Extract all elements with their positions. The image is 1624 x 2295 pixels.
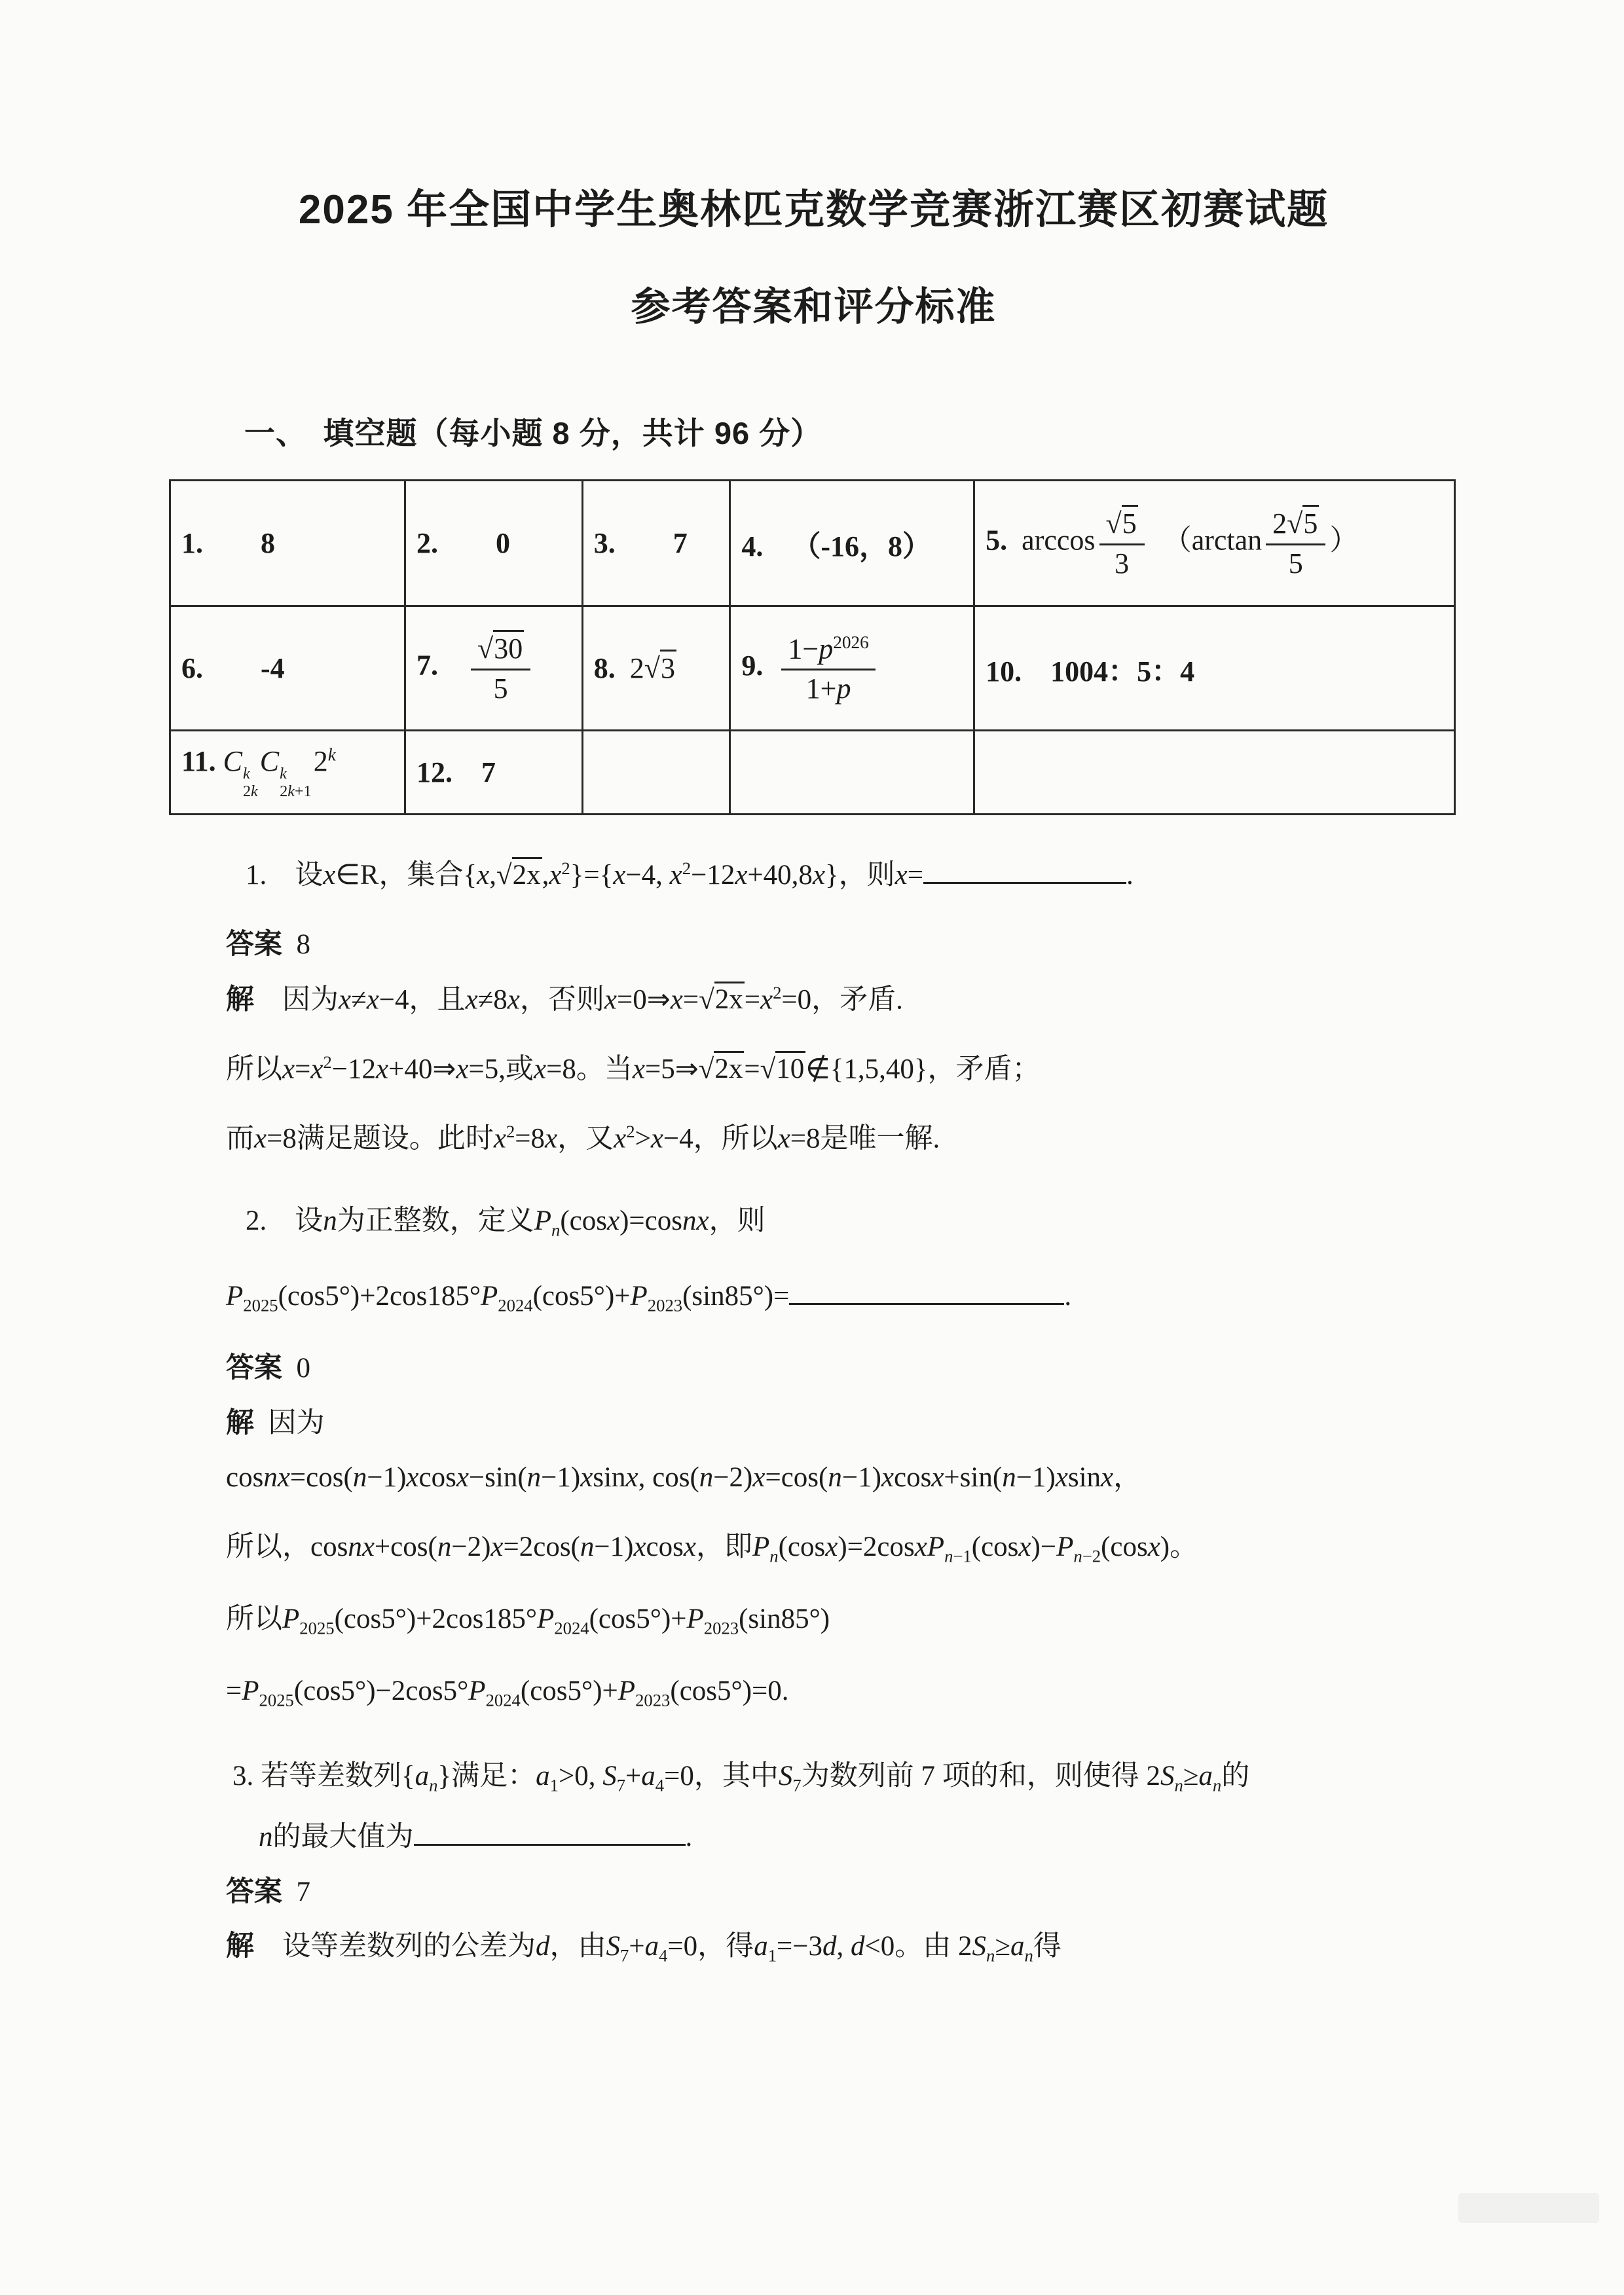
problem-2-statement-line-2: $P_{2025}(\cos 5^\circ)+2\cos 185^\circ P_{2024}(\cos 5^\circ)+P_{2023}(\sin 85^\circ)=$ . [226, 1276, 1460, 1317]
answer-cell-8: 8. 2√3 [582, 606, 730, 731]
problem-3-answer: 答案 7 [226, 1876, 310, 1907]
problem-2-solution-line-3: 所以$P_{2025}(\cos 5^\circ)+2\cos 185^\circ P_{2024}(\cos 5^\circ)+P_{2023}(\sin 85^\circ)$ [226, 1603, 830, 1638]
answer-cell-1: 1. 8 [170, 481, 405, 606]
problem-2-statement-line-1: 2. 设n为正整数，定义$P_n(\cos x)=cosnx$，则 [246, 1205, 766, 1240]
answer-cell-4: 4. （-16，8） [730, 481, 974, 606]
answer-cell-2: 2. 0 [405, 481, 583, 606]
problem-1-solution-line-3: 而x=8满足题设。此时$x^2=8x$，又$x^2>x-4$，所以x=8是唯一解. [226, 1121, 940, 1154]
answer-cell-empty-1 [582, 731, 730, 815]
answer-cell-3: 3. 7 [582, 481, 730, 606]
problem-1-solution-line-2: 所以$x=x^2-12x+40\Rightarrow x=5$,或x=8。当x=5⇒√2x=√10∉{1,5,40}，矛盾； [226, 1052, 1041, 1085]
watermark [1458, 2193, 1599, 2223]
answer-cell-11: 11. C k 2k C k 2k+1 2$^k$ [170, 731, 405, 815]
problem-2-solution-line-4: $=P_{2025}(\cos 5^\circ)-2\cos 5^\circ P_{2024}(\cos 5^\circ)+P_{2023}(\cos 5^\circ)=0$. [226, 1675, 789, 1710]
answer-cell-7: 7. $\frac{√30}{5}$ [405, 606, 583, 731]
answer-cell-6: 6. -4 [170, 606, 405, 731]
document-title: 2025 年全国中学生奥林匹克数学竞赛浙江赛区初赛试题 [298, 187, 1329, 232]
problem-3-solution-line-1: 解 设等差数列的公差为d，由$S_7+a_4=0$，得$a_1=-3d$, d<0。由 $2S_n\ge a_n$得 [226, 1931, 1061, 1966]
answer-cell-9: 9. $\frac{1-p^{2026}}{1+p}$ [730, 606, 974, 731]
answer-cell-5: 5. arccos $\frac{√5}{3}$ （arctan $\frac{2√5}{5}$ ） [974, 481, 1455, 606]
problem-1-statement: 1. 设x∈R，集合$\{x,√2x,x^2\}=\{x-4$, $x^2-12x+40,8x$}，则x= . [246, 854, 1460, 893]
problem-2-solution-intro: 解 因为 [226, 1407, 325, 1439]
problem-3-statement-line-2: n的最大值为 . [259, 1816, 1460, 1855]
answer-cell-10: 10. 1004：5：4 [974, 606, 1455, 731]
problem-3-statement-line-1: 3. 若等差数列$\{a_n\}$满足：$a_1>0$, $S_7+a_4=0$，其中$S_7$为数列前 7 项的和，则使得 $2S_n\ge a_n$的 [232, 1760, 1250, 1795]
answer-table [169, 479, 1456, 815]
answer-cell-empty-2 [730, 731, 974, 815]
problem-2-solution-line-2: 所以，cosnx+cos(n−2)x=2cos(n−1)xcosx，即$P_n(\cos x)=2cosxP_{n-1}(\cos x)-P_{n-2}(\cos x)$。 [226, 1532, 1198, 1566]
problem-1-solution-line-1: 解 因为x≠x−4，且x≠8x，否则$x=0\Rightarrow x=√2x=x^2=0$，矛盾. [226, 982, 903, 1015]
answer-cell-12: 12. 7 [405, 731, 583, 815]
answer-table-row-2 [170, 606, 1455, 731]
problem-2-solution-line-1: cosnx=cos(n−1)xcosx−sin(n−1)xsinx, cos(n−2)x=cos(n−1)xcosx+sin(n−1)xsinx， [226, 1462, 1142, 1494]
problem-1-answer: 答案 8 [226, 928, 310, 960]
answer-table-row-1 [170, 481, 1455, 606]
document-subtitle: 参考答案和评分标准 [631, 285, 997, 329]
answer-cell-empty-3 [974, 731, 1455, 815]
problem-2-answer: 答案 0 [226, 1352, 310, 1384]
section-heading: 一、 填空题（每小题 8 分，共计 96 分） [244, 416, 822, 450]
answer-table-row-3 [170, 731, 1455, 815]
